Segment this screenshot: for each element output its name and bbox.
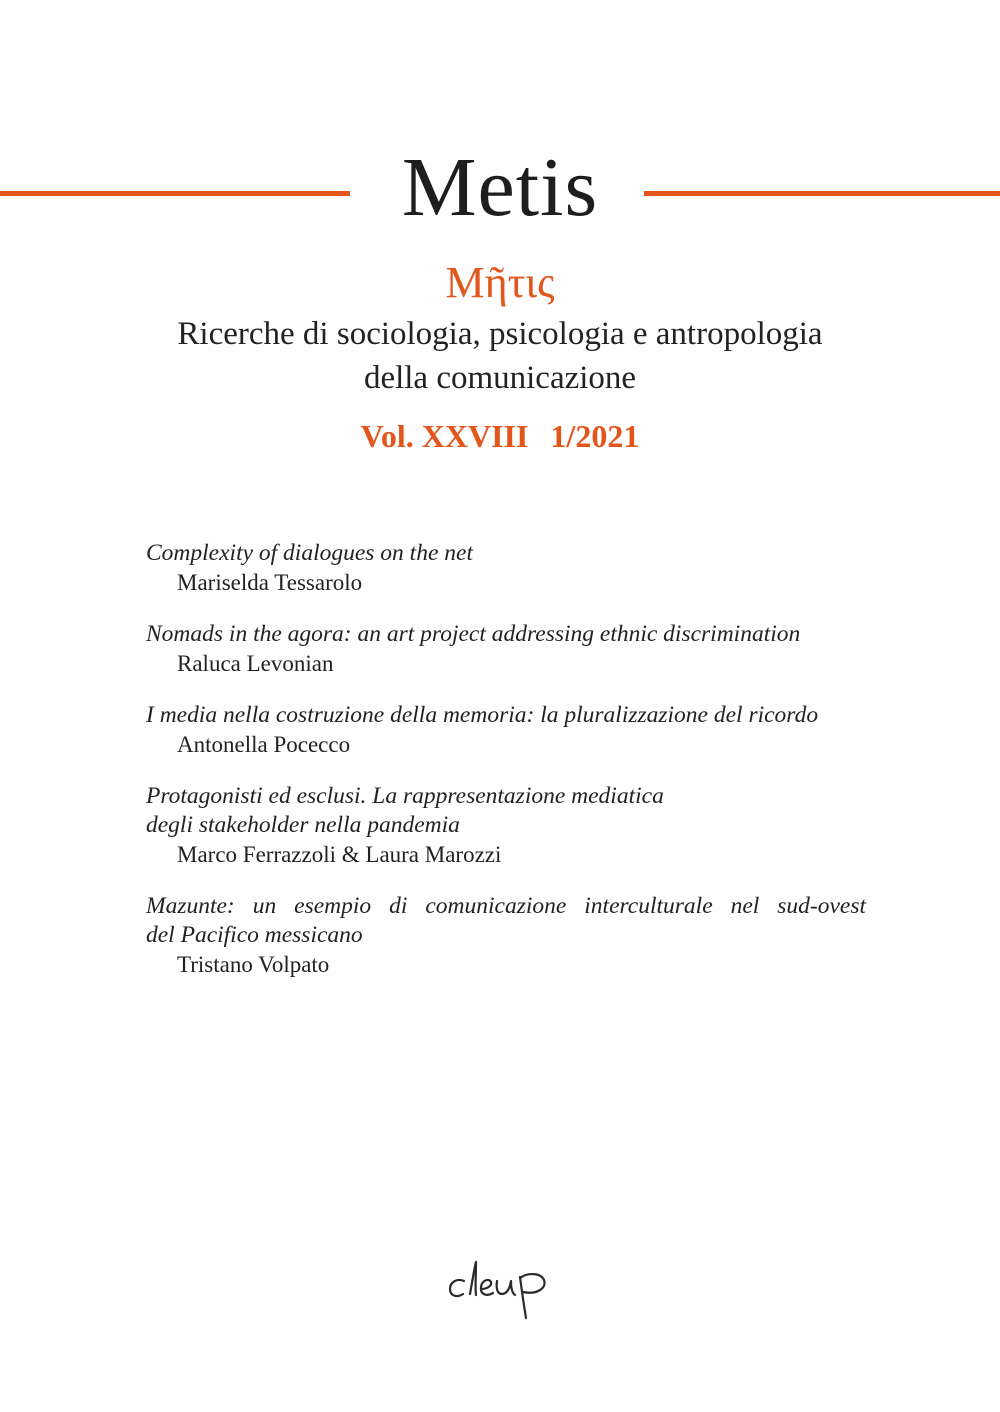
toc-entry	[146, 782, 866, 870]
article-author: Raluca Levonian	[177, 651, 334, 676]
journal-subtitle	[0, 312, 1000, 400]
table-of-contents	[146, 539, 866, 1002]
toc-entry	[146, 620, 866, 679]
toc-entry	[146, 892, 866, 980]
article-title: Nomads in the agora: an art project addressing ethnic discrimination	[146, 621, 801, 647]
greek-title: Μῆτις	[445, 258, 555, 307]
article-title-line-2: del Pacifico messicano	[146, 922, 363, 948]
issue-number: 1/2021	[550, 418, 640, 454]
volume-issue	[0, 416, 1000, 456]
toc-entry	[146, 701, 866, 760]
volume-number: Vol. XXVIII	[360, 418, 529, 454]
article-author: Mariselda Tessarolo	[177, 570, 363, 595]
article-author: Tristano Volpato	[177, 952, 330, 977]
article-author: Marco Ferrazzoli & Laura Marozzi	[177, 842, 502, 867]
article-title: Complexity of dialogues on the net	[146, 540, 473, 566]
journal-title: Metis	[401, 141, 599, 234]
cleup-publisher-logo	[0, 1248, 1000, 1328]
toc-entry	[146, 539, 866, 598]
article-title-line-1: Protagonisti ed esclusi. La rappresentazione mediatica	[146, 783, 664, 809]
article-title-line-1: Mazunte: un esempio di comunicazione interculturale nel sud-ovest	[146, 893, 866, 919]
article-title-line-2: degli stakeholder nella pandemia	[146, 812, 460, 838]
subtitle-line-1: Ricerche di sociologia, psicologia e antropologia	[177, 316, 823, 352]
article-title: I media nella costruzione della memoria: la pluralizzazione del ricordo	[146, 702, 819, 728]
subtitle-line-2: della comunicazione	[363, 360, 637, 396]
article-author: Antonella Pocecco	[177, 732, 351, 757]
